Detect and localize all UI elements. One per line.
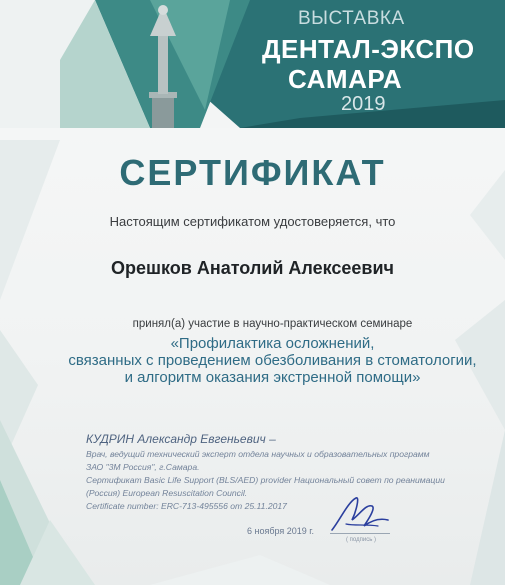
event-year: 2019 (341, 93, 386, 115)
event-city: САМАРА (288, 64, 403, 94)
seminar-title-line: связанных с проведением обезболивания в стоматологии, (68, 352, 477, 369)
participation-statement: принял(а) участие в научно-практическом семинаре (132, 318, 413, 330)
recipient-name: Орешков Анатолий Алексеевич (110, 258, 394, 278)
event-name: ДЕНТАЛ-ЭКСПО (262, 34, 475, 64)
signer-detail-line: (Россия) European Resuscitation Council. (86, 488, 248, 498)
signer-detail-line: Certificate number: ERC-713-495556 от 25.11.2017 (86, 501, 287, 511)
certify-statement: Настоящим сертификатом удостоверяется, что (109, 214, 396, 229)
certificate-title: СЕРТИФИКАТ (119, 152, 386, 193)
seminar-title (20, 335, 505, 386)
seminar-title-line: и алгоритм оказания экстренной помощи» (124, 369, 421, 386)
signer-detail-line: Врач, ведущий технический эксперт отдела научных и образовательных программ (86, 449, 430, 459)
issue-date: 6 ноября 2019 г. (247, 526, 314, 536)
event-label: ВЫСТАВКА (298, 8, 405, 29)
signer-name: КУДРИН Александр Евгеньевич – (86, 432, 276, 446)
signature-line (330, 533, 390, 534)
header-banner (0, 0, 505, 140)
signature-caption: ( подпись ) (346, 537, 377, 543)
signer-detail-line: ЗАО "3М Россия", г.Самара. (86, 462, 200, 472)
seminar-title-line: «Профилактика осложнений, (170, 335, 375, 352)
signer-detail-line: Сертификат Basic Life Support (BLS/AED) provider Национальный совет по реанимации (86, 475, 445, 485)
